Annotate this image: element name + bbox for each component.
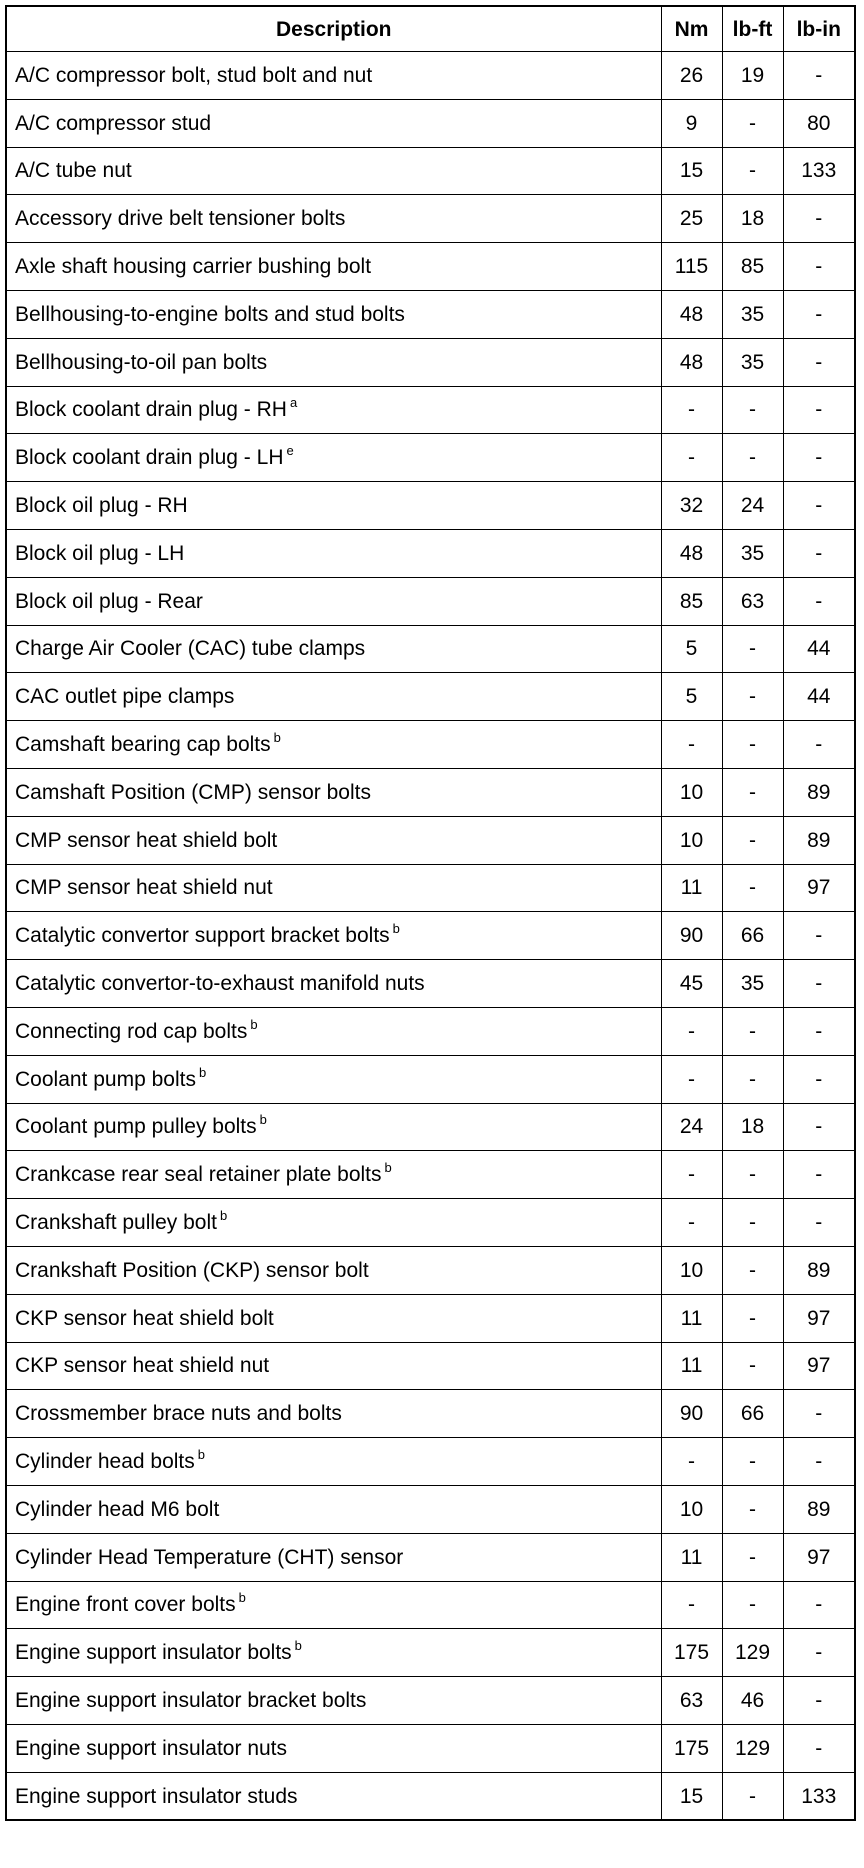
row-description: A/C compressor bolt, stud bolt and nut <box>15 63 373 87</box>
row-description: Block oil plug - Rear <box>15 589 203 613</box>
row-lbin-value: - <box>783 338 855 386</box>
row-lbft-value: - <box>722 1533 783 1581</box>
row-nm-value: 15 <box>661 147 722 195</box>
row-lbin-value: - <box>783 1103 855 1151</box>
table-row <box>6 1677 855 1725</box>
row-description: Crankshaft Position (CKP) sensor bolt <box>15 1258 369 1282</box>
row-lbin-value: - <box>783 434 855 482</box>
row-nm-value: 115 <box>661 243 722 291</box>
table-row <box>6 386 855 434</box>
footnote-marker: b <box>392 921 400 937</box>
row-nm-value: 175 <box>661 1629 722 1677</box>
row-lbft-value: 66 <box>722 1390 783 1438</box>
row-description-cell <box>6 99 661 147</box>
row-nm-value: 5 <box>661 625 722 673</box>
row-description: Charge Air Cooler (CAC) tube clamps <box>15 637 366 661</box>
row-lbin-value: 89 <box>783 816 855 864</box>
table-row <box>6 1199 855 1247</box>
row-nm-value: - <box>661 1438 722 1486</box>
header-nm: Nm <box>661 6 722 52</box>
row-lbin-value: - <box>783 1724 855 1772</box>
row-nm-value: - <box>661 1151 722 1199</box>
row-lbft-value: 46 <box>722 1677 783 1725</box>
row-lbin-value: 44 <box>783 673 855 721</box>
row-lbft-value: 35 <box>722 960 783 1008</box>
row-description: Engine support insulator nuts <box>15 1736 288 1760</box>
row-lbin-value: - <box>783 912 855 960</box>
row-lbft-value: - <box>722 434 783 482</box>
row-description-cell <box>6 1629 661 1677</box>
row-description-cell <box>6 721 661 769</box>
table-row <box>6 960 855 1008</box>
row-lbin-value: - <box>783 243 855 291</box>
row-lbft-value: 19 <box>722 52 783 100</box>
row-lbft-value: 66 <box>722 912 783 960</box>
row-nm-value: 90 <box>661 912 722 960</box>
row-description: Camshaft bearing cap bolts <box>15 733 271 757</box>
header-description: Description <box>6 6 661 52</box>
row-description: Catalytic convertor-to-exhaust manifold nuts <box>15 972 425 996</box>
row-nm-value: 85 <box>661 577 722 625</box>
row-lbin-value: - <box>783 1629 855 1677</box>
table-row <box>6 1581 855 1629</box>
row-description-cell <box>6 529 661 577</box>
row-description: Cylinder head bolts <box>15 1450 195 1473</box>
table-row <box>6 816 855 864</box>
table-row <box>6 338 855 386</box>
row-lbin-value: 44 <box>783 625 855 673</box>
row-description: Crankcase rear seal retainer plate bolts <box>15 1163 382 1187</box>
table-row <box>6 1724 855 1772</box>
row-description: Accessory drive belt tensioner bolts <box>15 207 346 231</box>
table-row <box>6 1390 855 1438</box>
footnote-marker: b <box>294 1638 302 1654</box>
table-row <box>6 1533 855 1581</box>
row-lbft-value: - <box>722 1055 783 1103</box>
table-row <box>6 147 855 195</box>
row-description-cell <box>6 1485 661 1533</box>
torque-spec-table <box>5 5 856 1821</box>
footnote-marker: b <box>273 730 281 746</box>
row-description-cell <box>6 1151 661 1199</box>
row-lbin-value: 97 <box>783 1533 855 1581</box>
row-nm-value: - <box>661 1007 722 1055</box>
row-nm-value: - <box>661 721 722 769</box>
row-description-cell <box>6 147 661 195</box>
row-nm-value: 63 <box>661 1677 722 1725</box>
row-nm-value: 175 <box>661 1724 722 1772</box>
row-description-cell <box>6 338 661 386</box>
row-lbft-value: - <box>722 816 783 864</box>
table-row <box>6 864 855 912</box>
table-row <box>6 768 855 816</box>
row-nm-value: 11 <box>661 1342 722 1390</box>
table-row <box>6 1246 855 1294</box>
row-lbin-value: 133 <box>783 147 855 195</box>
row-nm-value: 48 <box>661 529 722 577</box>
row-lbin-value: 80 <box>783 99 855 147</box>
row-nm-value: 9 <box>661 99 722 147</box>
row-description: Connecting rod cap bolts <box>15 1019 248 1043</box>
row-description-cell <box>6 1246 661 1294</box>
row-lbft-value: - <box>722 386 783 434</box>
row-description: Catalytic convertor support bracket bolts <box>15 924 390 948</box>
row-description: Block oil plug - RH <box>15 494 188 518</box>
row-nm-value: 48 <box>661 290 722 338</box>
row-description-cell <box>6 243 661 291</box>
table-row <box>6 625 855 673</box>
row-description-cell <box>6 1007 661 1055</box>
row-lbin-value: - <box>783 960 855 1008</box>
row-description-cell <box>6 960 661 1008</box>
row-lbft-value: 35 <box>722 529 783 577</box>
table-row <box>6 195 855 243</box>
row-description: CKP sensor heat shield nut <box>15 1354 270 1378</box>
row-description: Crossmember brace nuts and bolts <box>15 1402 342 1426</box>
row-description-cell <box>6 1103 661 1151</box>
row-nm-value: 45 <box>661 960 722 1008</box>
footnote-marker: b <box>219 1208 228 1224</box>
table-row <box>6 1772 855 1820</box>
row-description: Coolant pump pulley bolts <box>15 1115 257 1139</box>
row-description-cell <box>6 290 661 338</box>
row-lbin-value: - <box>783 195 855 243</box>
row-description: Crankshaft pulley bolt <box>15 1211 217 1235</box>
row-lbft-value: - <box>722 147 783 195</box>
row-description: Bellhousing-to-engine bolts and stud bolts <box>15 302 405 326</box>
row-nm-value: 5 <box>661 673 722 721</box>
row-lbin-value: - <box>783 1438 855 1486</box>
table-header <box>6 6 855 52</box>
row-lbft-value: 129 <box>722 1724 783 1772</box>
row-description-cell <box>6 482 661 530</box>
table-row <box>6 434 855 482</box>
row-lbin-value: - <box>783 1151 855 1199</box>
row-lbin-value: - <box>783 482 855 530</box>
table-row <box>6 912 855 960</box>
row-lbin-value: - <box>783 1677 855 1725</box>
footnote-marker: b <box>238 1590 246 1606</box>
row-description: Coolant pump bolts <box>15 1067 196 1091</box>
row-lbin-value: 97 <box>783 1294 855 1342</box>
row-description: A/C tube nut <box>15 159 132 183</box>
row-lbin-value: - <box>783 52 855 100</box>
table-row <box>6 1629 855 1677</box>
row-description: CMP sensor heat shield nut <box>15 876 273 900</box>
row-lbft-value: 18 <box>722 195 783 243</box>
row-description: Engine support insulator bracket bolts <box>15 1688 367 1712</box>
table-row <box>6 1007 855 1055</box>
table-row <box>6 290 855 338</box>
footnote-marker: a <box>289 395 298 411</box>
row-nm-value: 11 <box>661 1294 722 1342</box>
row-description: Block oil plug - LH <box>15 541 185 565</box>
table-row <box>6 1055 855 1103</box>
row-description-cell <box>6 625 661 673</box>
row-description-cell <box>6 577 661 625</box>
row-lbft-value: - <box>722 1438 783 1486</box>
row-description-cell <box>6 1581 661 1629</box>
row-description: Engine front cover bolts <box>15 1593 236 1617</box>
row-description: Camshaft Position (CMP) sensor bolts <box>15 780 371 804</box>
row-lbft-value: - <box>722 1485 783 1533</box>
row-lbin-value: 97 <box>783 1342 855 1390</box>
row-description: Axle shaft housing carrier bushing bolt <box>15 255 372 279</box>
row-lbft-value: 35 <box>722 338 783 386</box>
row-lbft-value: - <box>722 864 783 912</box>
row-description-cell <box>6 1390 661 1438</box>
row-lbft-value: - <box>722 625 783 673</box>
row-description: Engine support insulator bolts <box>15 1641 292 1665</box>
row-description-cell <box>6 1772 661 1820</box>
row-lbft-value: - <box>722 99 783 147</box>
row-lbft-value: - <box>722 1294 783 1342</box>
row-lbin-value: 89 <box>783 1485 855 1533</box>
row-lbft-value: 85 <box>722 243 783 291</box>
table-row <box>6 243 855 291</box>
row-description-cell <box>6 386 661 434</box>
row-nm-value: 10 <box>661 768 722 816</box>
row-nm-value: 10 <box>661 816 722 864</box>
header-row <box>6 6 855 52</box>
row-lbft-value: - <box>722 721 783 769</box>
table-row <box>6 577 855 625</box>
row-nm-value: 26 <box>661 52 722 100</box>
table-body <box>6 52 855 1821</box>
row-nm-value: - <box>661 1581 722 1629</box>
row-description: CKP sensor heat shield bolt <box>15 1306 274 1330</box>
footnote-marker: b <box>384 1160 392 1176</box>
row-description-cell <box>6 1199 661 1247</box>
row-lbft-value: 63 <box>722 577 783 625</box>
row-lbin-value: 89 <box>783 768 855 816</box>
row-lbft-value: - <box>722 1151 783 1199</box>
row-nm-value: - <box>661 434 722 482</box>
row-lbft-value: 18 <box>722 1103 783 1151</box>
header-lbft: lb-ft <box>722 6 783 52</box>
row-lbin-value: - <box>783 1055 855 1103</box>
row-lbin-value: 133 <box>783 1772 855 1820</box>
row-nm-value: 10 <box>661 1485 722 1533</box>
row-lbin-value: - <box>783 529 855 577</box>
row-lbin-value: - <box>783 1390 855 1438</box>
row-description: CMP sensor heat shield bolt <box>15 828 278 852</box>
row-description-cell <box>6 864 661 912</box>
table-row <box>6 99 855 147</box>
footnote-marker: b <box>259 1112 267 1128</box>
row-description: A/C compressor stud <box>15 111 212 135</box>
row-description: Cylinder head M6 bolt <box>15 1497 220 1521</box>
table-row <box>6 52 855 100</box>
row-lbin-value: 89 <box>783 1246 855 1294</box>
row-description: CAC outlet pipe clamps <box>15 685 235 709</box>
row-description-cell <box>6 1438 661 1486</box>
row-nm-value: 25 <box>661 195 722 243</box>
row-description-cell <box>6 195 661 243</box>
row-nm-value: 24 <box>661 1103 722 1151</box>
row-description: Cylinder Head Temperature (CHT) sensor <box>15 1545 404 1569</box>
row-description: Bellhousing-to-oil pan bolts <box>15 350 268 374</box>
row-nm-value: - <box>661 1199 722 1247</box>
row-lbft-value: - <box>722 1246 783 1294</box>
table-row <box>6 1438 855 1486</box>
row-description-cell <box>6 1294 661 1342</box>
row-description: Block coolant drain plug - RH <box>15 398 287 422</box>
table-row <box>6 673 855 721</box>
row-lbft-value: 24 <box>722 482 783 530</box>
row-nm-value: 10 <box>661 1246 722 1294</box>
row-lbft-value: - <box>722 1342 783 1390</box>
row-description-cell <box>6 673 661 721</box>
row-lbft-value: - <box>722 1007 783 1055</box>
row-lbin-value: - <box>783 386 855 434</box>
footnote-marker: e <box>286 443 294 459</box>
footnote-marker: b <box>198 1064 207 1080</box>
table-row <box>6 1103 855 1151</box>
row-description-cell <box>6 816 661 864</box>
row-description-cell <box>6 1677 661 1725</box>
row-lbft-value: 35 <box>722 290 783 338</box>
row-description: Block coolant drain plug - LH <box>15 446 284 470</box>
row-description-cell <box>6 434 661 482</box>
row-lbft-value: 129 <box>722 1629 783 1677</box>
row-description: Engine support insulator studs <box>15 1784 298 1808</box>
row-lbft-value: - <box>722 1199 783 1247</box>
footnote-marker: b <box>197 1447 206 1462</box>
row-nm-value: - <box>661 1055 722 1103</box>
row-lbin-value: - <box>783 577 855 625</box>
row-lbin-value: - <box>783 721 855 769</box>
table-row <box>6 1151 855 1199</box>
row-lbft-value: - <box>722 1581 783 1629</box>
row-description-cell <box>6 1533 661 1581</box>
row-nm-value: 90 <box>661 1390 722 1438</box>
table-row <box>6 529 855 577</box>
row-nm-value: 11 <box>661 1533 722 1581</box>
table-row <box>6 721 855 769</box>
table-row <box>6 482 855 530</box>
row-description-cell <box>6 1055 661 1103</box>
table-row <box>6 1294 855 1342</box>
row-lbin-value: 97 <box>783 864 855 912</box>
table-row <box>6 1485 855 1533</box>
table-row <box>6 1342 855 1390</box>
row-lbin-value: - <box>783 1199 855 1247</box>
row-nm-value: - <box>661 386 722 434</box>
row-description-cell <box>6 768 661 816</box>
footnote-marker: b <box>250 1016 258 1032</box>
row-lbin-value: - <box>783 1007 855 1055</box>
row-lbft-value: - <box>722 1772 783 1820</box>
row-nm-value: 15 <box>661 1772 722 1820</box>
row-lbin-value: - <box>783 290 855 338</box>
row-nm-value: 32 <box>661 482 722 530</box>
row-nm-value: 48 <box>661 338 722 386</box>
header-lbin: lb-in <box>783 6 855 52</box>
row-lbft-value: - <box>722 673 783 721</box>
row-description-cell <box>6 1342 661 1390</box>
row-description-cell <box>6 912 661 960</box>
row-lbin-value: - <box>783 1581 855 1629</box>
row-nm-value: 11 <box>661 864 722 912</box>
row-lbft-value: - <box>722 768 783 816</box>
row-description-cell <box>6 1724 661 1772</box>
row-description-cell <box>6 52 661 100</box>
